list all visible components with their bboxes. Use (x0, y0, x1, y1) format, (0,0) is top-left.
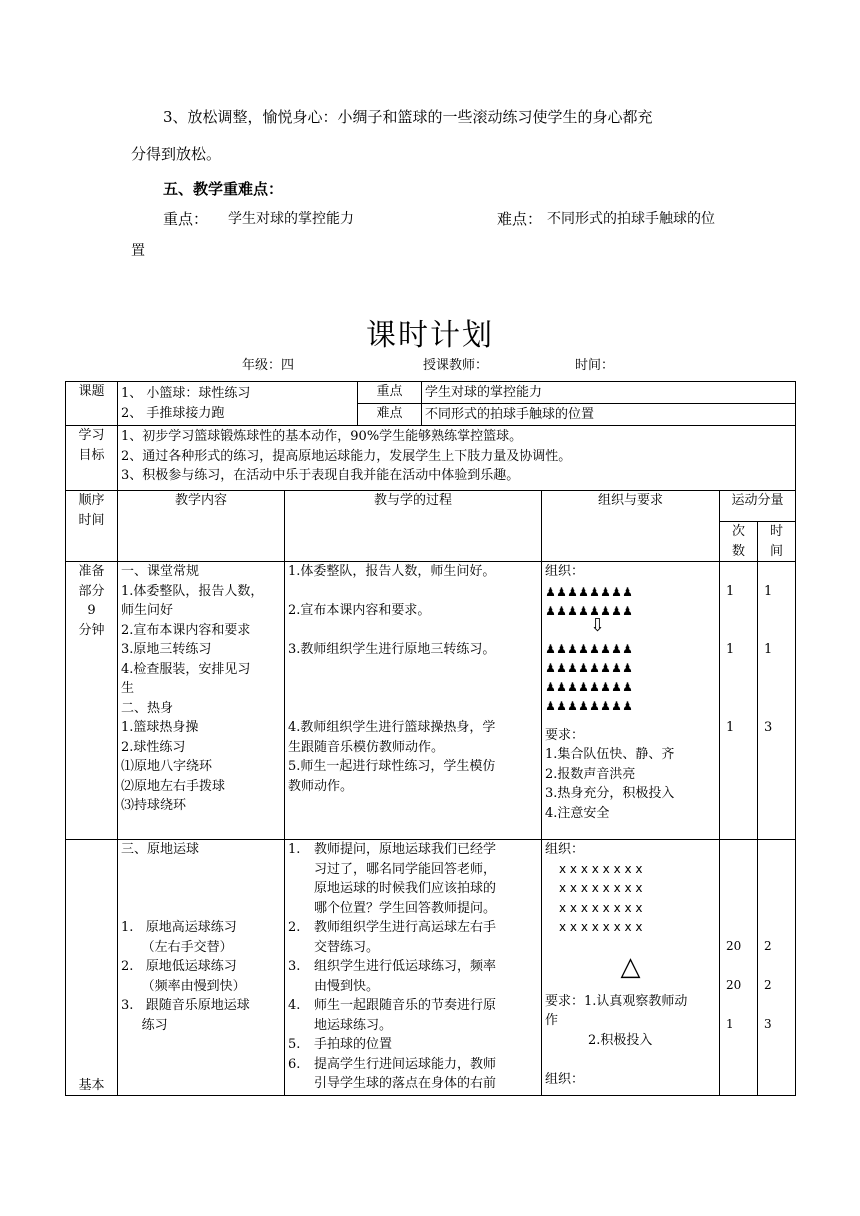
student-x-row: x x x x x x x x (559, 881, 643, 895)
prep-times-cell (720, 562, 758, 840)
basic-process-line: 3. 组织学生进行低运球练习，频率 (288, 959, 497, 974)
key-point-label: 重点： (163, 210, 209, 228)
duration-header-1: 时 (770, 524, 784, 539)
basic-req-line: 作 (545, 1013, 559, 1028)
basic-process-line: 5. 手拍球的位置 (288, 1037, 393, 1052)
basic-label: 基本 (78, 1077, 105, 1093)
content-header-text: 教学内容 (174, 493, 227, 508)
goal-item: 3、积极参与练习，在活动中乐于表现自我并能在活动中体验到乐趣。 (121, 468, 520, 483)
difficult-text-cell (422, 404, 796, 426)
basic-process-line: 1. 教师提问，原地运球我们已经学 (288, 842, 497, 857)
basic-duration-value: 2 (764, 939, 772, 953)
difficult-point-text: 不同形式的拍球手触球的位 (547, 211, 715, 227)
teacher-label: 授课教师： (423, 358, 489, 373)
basic-content-cell (118, 840, 285, 1096)
student-x-row: x x x x x x x x (559, 861, 643, 876)
prep-org-label: 组织： (545, 564, 585, 579)
basic-times-value: 20 (726, 978, 742, 992)
time-label: 时间： (575, 358, 615, 373)
prep-req-item: 1.集合队伍快、静、齐 (545, 747, 675, 762)
process-header (285, 491, 542, 562)
prep-process-line: 4.教师组织学生进行篮球操热身，学 (288, 720, 496, 735)
prep-times-value: 1 (726, 583, 735, 599)
student-row-icons: ♟♟♟♟♟♟♟♟ (545, 698, 633, 713)
basic-org-label: 组织： (545, 842, 585, 857)
down-arrow-icon: ⇩ (590, 615, 606, 636)
goal-item: 2、通过各种形式的练习，提高原地运球能力，发展学生上下肢力量及协调性。 (121, 448, 572, 464)
difficult-label-cell (358, 404, 422, 426)
topic-cell (118, 382, 358, 426)
prep-content-line: 1.篮球热身操 (121, 720, 199, 735)
prep-label: 部分 (78, 583, 105, 599)
key-text: 学生对球的掌控能力 (425, 384, 543, 400)
prep-req-item: 4.注意安全 (545, 805, 610, 821)
formation-top (545, 583, 716, 621)
prep-content-line: 师生问好 (121, 603, 174, 618)
prep-process-line: 生跟随音乐模仿教师动作。 (288, 739, 445, 755)
topic-item-2: 2、 手推球接力跑 (121, 405, 225, 421)
topic-label: 课题 (78, 384, 105, 399)
goals-label-2: 目标 (78, 447, 105, 463)
prep-content-line: 一、课堂常规 (121, 564, 200, 579)
basic-process-line: 6. 提高学生行进间运球能力，教师 (288, 1056, 497, 1072)
difficult-point-text-cont: 置 (131, 243, 145, 259)
basic-content-line: 3. 跟随音乐原地运球 (121, 998, 250, 1013)
prep-duration-value: 1 (764, 583, 773, 599)
load-header (720, 491, 796, 522)
prep-content-line: 3.原地三转练习 (121, 642, 212, 657)
key-text-cell (422, 382, 796, 404)
formation-bottom (545, 640, 716, 716)
prep-org-cell (542, 562, 720, 840)
basic-content-line: （左右手交替） (121, 939, 233, 955)
prep-process-cell (285, 562, 542, 840)
prep-duration-cell (758, 562, 796, 840)
basic-req-line: 要求：1.认真观察教师动 (545, 993, 688, 1009)
lesson-plan-table (65, 381, 796, 1096)
prep-content-line: ⑶持球绕环 (121, 798, 187, 813)
prep-content-line: 生 (121, 681, 135, 696)
difficult-point-label: 难点： (497, 210, 543, 228)
page-title: 课时计划 (366, 318, 494, 353)
prep-content-line: 二、热身 (121, 700, 174, 716)
prep-content-line: ⑴原地八字绕环 (121, 759, 213, 774)
basic-process-line: 交替练习。 (314, 939, 380, 955)
prep-content-cell (118, 562, 285, 840)
basic-process-line: 原地运球的时候我们应该拍球的 (314, 881, 497, 896)
order-header-2: 时间 (78, 512, 105, 528)
prep-req-label: 要求： (545, 727, 585, 743)
basic-process-line: 习过了，哪名同学能回答老师， (314, 861, 497, 877)
prep-times-value: 1 (726, 720, 735, 735)
org-header (542, 491, 720, 562)
prep-times-value: 1 (726, 642, 735, 657)
prep-duration-value: 3 (764, 720, 773, 735)
order-time-header (66, 491, 118, 562)
intro-line-1: 3、放松调整，愉悦身心：小绸子和篮球的一些滚动练习使学生的身心都充 (163, 108, 653, 126)
basic-content-line: 2. 原地低运球练习 (121, 959, 237, 974)
intro-line-2: 分得到放松。 (131, 145, 222, 163)
difficult-label: 难点 (376, 406, 403, 421)
basic-duration-value: 2 (764, 978, 772, 992)
goals-label-1: 学习 (78, 428, 105, 443)
prep-content-line: 2.宣布本课内容和要求 (121, 622, 251, 638)
topic-item-1: 1、 小篮球：球性练习 (121, 386, 251, 401)
prep-content-line: 2.球性练习 (121, 739, 186, 755)
basic-times-value: 1 (726, 1017, 734, 1031)
basic-org-label-2: 组织： (545, 1071, 585, 1087)
prep-process-line: 3.教师组织学生进行原地三转练习。 (288, 642, 496, 657)
topic-label-cell (66, 382, 118, 426)
key-label: 重点 (376, 384, 403, 399)
process-header-text: 教与学的过程 (373, 493, 452, 508)
duration-header (758, 522, 796, 562)
basic-req-line: 2.积极投入 (588, 1032, 653, 1048)
prep-label: 9 (87, 603, 96, 618)
basic-times-cell (720, 840, 758, 1096)
times-header-2: 数 (731, 543, 745, 559)
basic-org-cell (542, 840, 720, 1096)
prep-process-line: 教师动作。 (288, 778, 354, 794)
basic-process-line: 2. 教师组织学生进行高运球左右手 (288, 920, 497, 935)
load-header-text: 运动分量 (731, 493, 784, 508)
prep-process-line: 1.体委整队，报告人数，师生问好。 (288, 564, 496, 579)
teacher-triangle-icon: △ (620, 951, 641, 982)
goals-label-cell (66, 426, 118, 491)
section-heading: 五、教学重难点： (163, 180, 284, 198)
basic-process-line: 地运球练习。 (314, 1017, 393, 1033)
basic-process-line: 4. 师生一起跟随音乐的节奏进行原 (288, 998, 497, 1013)
basic-process-cell (285, 840, 542, 1096)
prep-duration-value: 1 (764, 642, 773, 657)
times-header (720, 522, 758, 562)
content-header (118, 491, 285, 562)
prep-content-line: 4.检查服装，安排见习 (121, 661, 251, 677)
goals-cell (118, 426, 796, 491)
basic-times-value: 20 (726, 939, 742, 953)
key-point-text: 学生对球的掌控能力 (228, 211, 354, 227)
basic-content-line: 1. 原地高运球练习 (121, 920, 237, 935)
key-label-cell (358, 382, 422, 404)
duration-header-2: 间 (770, 543, 784, 559)
student-row-icons: ♟♟♟♟♟♟♟♟ (545, 603, 633, 618)
basic-content-line: 练习 (121, 1017, 168, 1033)
prep-label-cell (66, 562, 118, 840)
basic-duration-value: 3 (764, 1017, 772, 1031)
basic-duration-cell (758, 840, 796, 1096)
basic-content-line: （频率由慢到快） (121, 978, 246, 994)
org-header-text: 组织与要求 (597, 493, 663, 508)
student-row-icons: ♟♟♟♟♟♟♟♟ (545, 584, 633, 599)
times-header-1: 次 (731, 524, 745, 539)
prep-content-line: ⑵原地左右手拨球 (121, 778, 226, 794)
prep-process-line: 5.师生一起进行球性练习，学生模仿 (288, 759, 496, 774)
basic-content-line: 三、原地运球 (121, 842, 200, 857)
difficult-text: 不同形式的拍球手触球的位置 (425, 406, 595, 422)
order-header-1: 顺序 (78, 493, 105, 508)
basic-label-cell (66, 840, 118, 1096)
prep-content-line: 1.体委整队，报告人数， (121, 583, 264, 599)
student-x-row: x x x x x x x x (559, 900, 643, 915)
basic-process-line: 由慢到快。 (314, 978, 380, 994)
prep-label: 准备 (78, 564, 105, 579)
student-row-icons: ♟♟♟♟♟♟♟♟ (545, 660, 633, 675)
student-row-icons: ♟♟♟♟♟♟♟♟ (545, 641, 633, 656)
goal-item: 1、初步学习篮球锻炼球性的基本动作，90%学生能够熟练掌控篮球。 (121, 429, 523, 444)
grade-label: 年级：四 (242, 358, 295, 373)
prep-label: 分钟 (78, 622, 105, 638)
student-x-row: x x x x x x x x (559, 920, 643, 934)
basic-process-line: 哪个位置？学生回答教师提问。 (314, 900, 497, 916)
student-row-icons: ♟♟♟♟♟♟♟♟ (545, 679, 633, 694)
prep-process-line: 2.宣布本课内容和要求。 (288, 603, 431, 618)
prep-req-item: 3.热身充分，积极投入 (545, 786, 675, 801)
basic-process-line: 引导学生球的落点在身体的右前 (314, 1076, 497, 1091)
prep-req-item: 2.报数声音洪亮 (545, 766, 636, 782)
